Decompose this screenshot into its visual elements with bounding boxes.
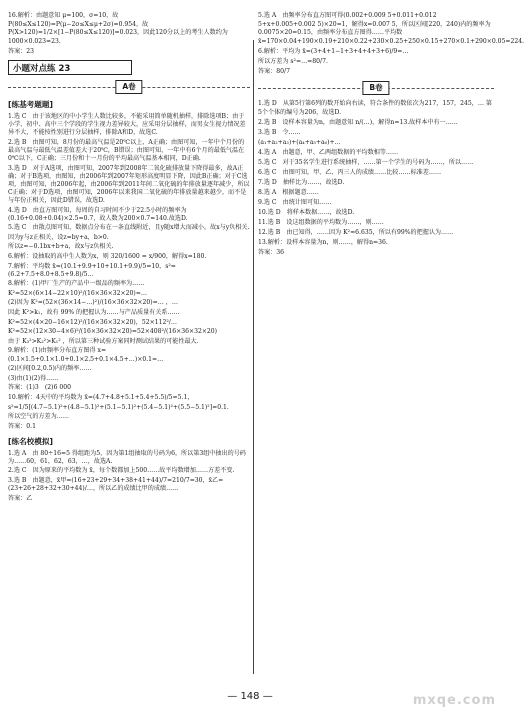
answer-item: 5.选 C 由散点图可知，数据点分布在一条直线附近，且y随x增大而减小，故x与y负相关. — [8, 224, 250, 232]
answer-item: 12.选 B 由已知得，……因为 K²≈6.635，所以有99%的把握认为…… — [258, 228, 454, 236]
answer-item: 6.解析：设抽取的高中生人数为x，则 320/1600 = x/900，解得x=180. — [8, 253, 207, 260]
juan-a-label: A卷 — [115, 80, 142, 94]
answer-item: 8.选 A 根据题意…… — [258, 188, 319, 196]
answer-item: 答案：23 — [8, 47, 35, 55]
answer-item: 9.选 C 由统计图可知…… — [258, 198, 332, 206]
juan-b-divider — [258, 81, 494, 95]
answer-item: 6.解析：平均为 x̄=(3+4+1−1+3+4+4+3+6)/9=… — [258, 47, 409, 55]
answer-item: 7.选 D 抽样比为……，故选D. — [258, 178, 345, 186]
answer-item: 1.选 A 由 80÷16=5 得组距为5，因为第1组抽取的号码为6，所以第3组中抽出的号码为……60，61，62，63，…，故选A. — [8, 449, 246, 465]
answer-item: 1.选 C 由于该地区的中小学生人数比较多，不能采用简单随机抽样，排除选项B；由于小学、初中、高中三个学段的学生视力差异较大，应采用分层抽样，而男女生视力情况差异不大，不能按性别进行分层抽样，排除A和D，故选C. — [8, 113, 246, 137]
answer-item: 9.解析：(1)由频率分布直方图得 x=(0.1×1.5+0.1×1.0+0.1×2.5+0.1×4.5+…)×0.1=… — [8, 347, 164, 363]
answer-item: (3)由(1)(2)得…… — [8, 374, 59, 382]
practice-banner — [8, 60, 132, 75]
answer-item: 1.选 D 从第5行第6列的数开始向右读，符合条件的数依次为217，157，245，… 第5个个体的编号为206，故选D. — [258, 100, 492, 116]
answer-item: 4.选 D 由直方图可知，每周的自习时间不少于22.5小时的频率为(0.16+0.08+0.04)×2.5=0.7，故人数为200×0.7=140.故选D. — [8, 206, 188, 222]
right-column — [258, 12, 524, 680]
answer-item: 3.选 D 对于A选项，由图可知，2007年到2008年二氧化硫排放量下降得最多，故A正确；对于B选项，由图知，由2006年到2007年矩形高度明显下降，因此B正确；对于C选项，由图可知，由2006年起，由2006年到2011年间二氧化硫的年排放量逐年减少，所以C正确；对于D选项，由图可知，2006年以来我国二氧化硫的年排放量越来越少，而不是与年份正相关，因此D错误，故选D. — [8, 164, 250, 204]
juan-b-label: B卷 — [362, 81, 389, 95]
answer-item: 5.选 C 对于35名学生进行系统抽样，……第一个学生的号码为……，所以…… — [258, 158, 474, 166]
answer-item: 4.选 A 由题意，甲、乙两组数据的平均数相等…… — [258, 148, 399, 156]
answer-item: 6.选 C 由图可知，甲、乙、丙三人的成绩……比较……标准差…… — [258, 168, 442, 176]
answer-item: K²=52×(4×20−16×12)²/(16×36×32×20)，52×112²/… — [8, 318, 177, 326]
answer-item: 10.选 D 将样本数据……，故选D. — [258, 208, 355, 216]
answer-item: 2.选 B 由图可知，8月份的最高气温是20℃以上，A正确；由图可知，一年中个月份的最高气温与最低气温差值差大于20℃，B错误；由图可知，一年中有6个月的最低气温在0℃以下，C正确；三月份和十一月份的平均最高气温基本相同，D正确. — [8, 138, 245, 162]
answer-item: 因为y与z正相关，设z=by+a，b>0. — [8, 233, 109, 241]
answer-item: 答案：乙 — [8, 494, 33, 502]
answer-item: K²=52×(12×30−4×6)²/(16×36×32×20)=52×408²/(16×36×32×20) — [8, 328, 218, 336]
answer-item: 因此 K²>k₁，故有 99% 的把握认为……与产品质量有关系…… — [8, 309, 180, 317]
answer-item: (a₁+a₂+a₃)+(a₄+a₅+a₆)+… — [258, 138, 341, 146]
answer-item: s²=1/5[(4.7−5.1)²+(4.8−5.1)²+(5.1−5.1)²+(5.4−5.1)²+(5.5−5.1)²]=0.1. — [8, 403, 229, 411]
answer-item: 答案：0.1 — [8, 422, 36, 430]
answer-item: 2.选 C 因为原来的平均数为 x̄，每个数都加上500……故平均数增加……方差不变. — [8, 467, 235, 475]
watermark: mxqe.com — [412, 693, 496, 708]
answer-item: 所以空气的方差为…… — [8, 413, 69, 421]
answer-item: 13.解析：设样本容量为n，则……，解得n=36. — [258, 238, 388, 246]
answer-item: 3.选 B 由题意，x̄甲=(16+23+29+34+38+41+44)/7=210/7=30，x̄乙=(23+26+28+32+30+44)/…，所以乙的成绩比甲的成绩…… — [8, 477, 224, 493]
answer-item: 答案：36 — [258, 248, 285, 256]
practice-banner-label: 小题对点练 23 — [13, 63, 71, 74]
answer-item: 10.解析：4天中的平均数为 x̄=(4.7+4.8+5.1+5.4+5.5)/5=5.1， — [8, 393, 194, 401]
section-school-title: [练名校模拟] — [8, 436, 53, 446]
answer-item: 答案：80/7 — [258, 67, 290, 75]
column-divider — [253, 40, 254, 674]
answer-item: 2.选 B 设样本容量为n，由题意知 n/(…)，解得n=13.故样本中有一…… — [258, 118, 458, 126]
answer-item: (2)因为 K²=(52×(36×14−…)²)/(16×36×32×20)=… ，… — [8, 299, 178, 307]
answer-item: 8.解析：(1)甲厂生产的产品中一级品的频率为…… — [8, 280, 145, 288]
juan-a-divider — [8, 80, 250, 94]
answer-item: K²=52×(6×14−22×10)²/(16×36×32×20)≈… — [8, 289, 147, 297]
answer-item: (2)区间[0.2,0.5)内的频率…… — [8, 365, 92, 373]
answer-item: 11.选 B 设这组数据的平均数为……，则…… — [258, 218, 384, 226]
answer-item: 5.选 A 由频率分布直方图可得(0.002+0.009 5+0.011+0.012 5+x+0.005+0.002 5)×20=1，解得x=0.007 5，所以区间[220，240)内的频率为0.0075×20=0.15，由频率分布直方图得……平均数 x̄=170×0.04+190×0.19+210×0.22+230×0.25+250×0.15+270×0.1+290×0.05=224. — [258, 12, 524, 45]
page-number: — 148 — — [227, 691, 273, 702]
left-column — [8, 12, 250, 680]
answer-item: 7.解析：平均数 x̄=(10.1+9.9+10+10.1+9.9)/5=10，s²=(6.2+7.5+8.0+8.5+9.8)/5… — [8, 262, 176, 278]
answer-item: 所以z=−0.1bx+b+a，故x与z负相关. — [8, 243, 114, 251]
answer-item: 所以方差为 s²=…=80/7. — [258, 57, 328, 65]
answer-item: 答案：(1)3 (2)6 000 — [8, 384, 71, 392]
answer-item: 16.解析：由题意知 μ=100，σ=10，故 P(80≤X≤120)=P(μ−2σ≤X≤μ+2σ)=0.954，故 P(X>120)=1/2×[1−P(80≤X≤120)]=0.023，因此120分以上的考生人数约为1000×0.023=23. — [8, 12, 228, 45]
answer-item: 由于 K₃²>K₂²>K₁² ，所以第三种试验方案同时测试结果的可能性最大. — [8, 337, 199, 345]
answer-item: 3.选 B 令…… — [258, 128, 301, 136]
section-practice-title: [练基考题题] — [8, 100, 53, 109]
